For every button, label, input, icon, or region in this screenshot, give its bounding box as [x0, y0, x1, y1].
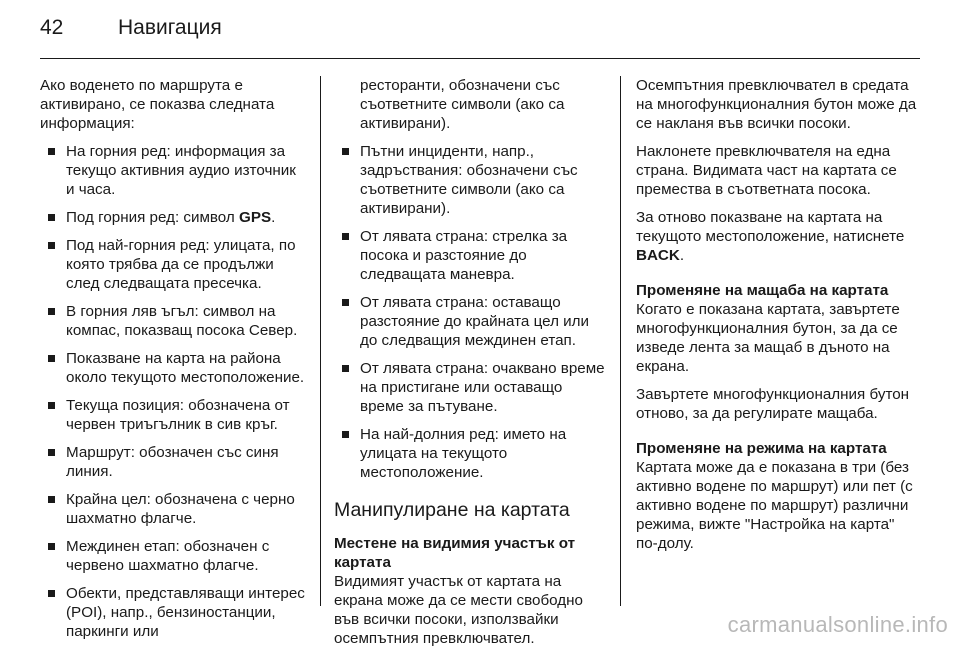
page-number: 42: [40, 16, 64, 39]
list-item: Междинен етап: обозначен с червено шахматно флагче.: [40, 537, 306, 575]
list-item: Маршрут: обозначен със синя линия.: [40, 443, 306, 481]
list-item-gps: [40, 208, 306, 227]
back-button-label: BACK: [636, 247, 680, 264]
list-item: Показване на карта на района около текущото местоположение.: [40, 349, 306, 387]
list-item-text: Под горния ред: символ: [66, 209, 239, 226]
paragraph: Картата може да е показана в три (без активно водене по маршрут) или пет (с активно водене по маршрут) различни режима, вижте "Настройка на карта" по-долу.: [636, 459, 913, 552]
paragraph: Завъртете многофункционалния бутон отново, за да регулирате мащаба.: [636, 386, 910, 422]
column-3: [636, 76, 918, 562]
list-item-text: .: [271, 209, 276, 226]
list-item: Пътни инциденти, напр., задръствания: обозначени със съответните символи (ако са активирани).: [334, 142, 606, 218]
page-header: [40, 16, 222, 40]
subheading-zoom: Променяне на мащаба на картата: [636, 282, 889, 299]
gps-label: GPS: [239, 209, 272, 226]
header-rule: [40, 58, 920, 59]
watermark: carmanualsonline.info: [727, 612, 948, 637]
section-heading: Манипулиране на картата: [334, 499, 570, 521]
column-2: [334, 76, 606, 657]
list-item: В горния ляв ъгъл: символ на компас, показващ посока Север.: [40, 302, 306, 340]
paragraph: Видимият участък от картата на екрана може да се мести свободно във всички посоки, използвайки осемпътния превключвател.: [334, 573, 583, 647]
paragraph-text: .: [679, 247, 685, 264]
info-list-continued: [334, 142, 606, 482]
list-item: На най-долния ред: името на улицата на текущото местоположение.: [334, 425, 606, 482]
paragraph: Когато е показана картата, завъртете многофункционалния бутон, за да се изведе лента за мащаб в дъното на екрана.: [636, 301, 900, 375]
list-item: Крайна цел: обозначена с черно шахматно флагче.: [40, 490, 306, 528]
list-item: Под най-горния ред: улицата, по която трябва да се продължи след следващата пресечка.: [40, 236, 306, 293]
paragraph: Наклонете превключвателя на една страна. Видимата част на картата се премества в съответната посока.: [636, 143, 897, 198]
list-item: На горния ред: информация за текущо активния аудио източник и часа.: [40, 142, 306, 199]
paragraph-text: За отново показване на картата на текущото местоположение, натиснете: [636, 209, 905, 245]
paragraph-back: [636, 208, 918, 265]
column-1: [40, 76, 306, 650]
subheading-mode: Променяне на режима на картата: [636, 440, 887, 457]
list-item: Обекти, представляващи интерес (POI), напр., бензиностанции, паркинги или: [40, 584, 306, 641]
list-item: От лявата страна: стрелка за посока и разстояние до следващата маневра.: [334, 227, 606, 284]
list-continuation: ресторанти, обозначени със съответните символи (ако са активирани).: [360, 77, 565, 132]
list-item: От лявата страна: очаквано време на пристигане или оставащо време за пътуване.: [334, 359, 606, 416]
paragraph: Осемпътния превключвател в средата на многофункционалния бутон може да се накланя във всички посоки.: [636, 77, 917, 132]
column-divider: [620, 76, 621, 606]
column-divider: [320, 76, 321, 606]
intro-paragraph: Ако воденето по маршрута е активирано, се показва следната информация:: [40, 77, 275, 132]
list-item: Текуща позиция: обозначена от червен триъгълник в сив кръг.: [40, 396, 306, 434]
subheading-move-map: Местене на видимия участък от картата: [334, 535, 576, 571]
info-list: [40, 142, 306, 641]
list-item: От лявата страна: оставащо разстояние до крайната цел или до следващия междинен етап.: [334, 293, 606, 350]
page-title: Навигация: [118, 16, 222, 39]
